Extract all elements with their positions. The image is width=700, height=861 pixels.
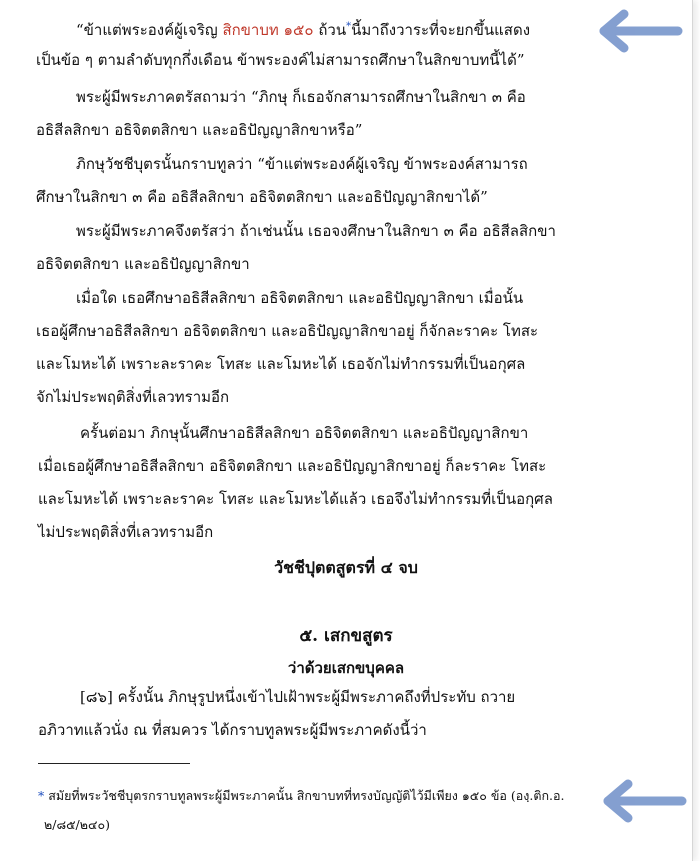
text-line [36,322,538,340]
text-line [38,721,427,739]
footnote-line [38,788,564,804]
text-line [80,424,528,442]
text-line [36,121,362,139]
text-segment: เธอผู้ศึกษาอธิสีลสิกขา อธิจิตตสิกขา และอธิปัญญาสิกขาอยู่ ก็จักละราคะ โทสะ [36,322,539,340]
left-arrow-icon [594,8,684,54]
footnote-line [44,817,110,833]
footnote-marker: * [38,788,45,803]
text-segment: เมื่อเธอผู้ศึกษาอธิสีลสิกขา อธิจิตตสิกขา และอธิปัญญาสิกขาอยู่ ก็ละราคะ โทสะ [38,457,547,475]
text-line [36,188,488,206]
text-line [36,388,229,406]
text-segment: ไม่ประพฤติสิ่งที่เลวทรามอีก [38,523,214,541]
left-arrow-icon [598,778,688,824]
text-line [80,688,515,706]
text-line [38,457,546,475]
section-title: ๕. เสกขสูตร [299,626,393,646]
text-line [76,88,526,106]
text-line [38,523,213,541]
footnote-text: สมัยที่พระวัชชีบุตรกราบทูลพระผู้มีพระภาคนั้น สิกขาบทที่ทรงบัญญัติไว้มีเพียง ๑๕๐ ข้อ (องฺ.ติก.อ. [44,788,565,803]
text-line [76,18,530,39]
text-line [76,155,528,173]
text-segment: เป็นข้อ ๆ ตามลำดับทุกกึ่งเดือน ข้าพระองค์ไม่สามารถศึกษาในสิกขาบทนี้ได้” [36,51,525,69]
text-segment: พระผู้มีพระภาคตรัสถามว่า “ภิกษุ ก็เธอจักสามารถศึกษาในสิกขา ๓ คือ [76,88,526,106]
text-segment: “ข้าแต่พระองค์ผู้เจริญ [76,21,223,39]
text-segment: ภิกษุวัชชีบุตรนั้นกราบทูลว่า “ข้าแต่พระองค์ผู้เจริญ ข้าพระองค์สามารถ [76,155,528,173]
footnote-marker[interactable]: * [346,21,352,32]
text-segment: พระผู้มีพระภาคจึงตรัสว่า ถ้าเช่นนั้น เธอจงศึกษาในสิกขา ๓ คือ อธิสีลสิกขา [76,222,556,240]
text-line [36,51,525,69]
footnote-text: ๒/๘๕/๒๔๐) [44,817,110,832]
text-segment: ศึกษาในสิกขา ๓ คือ อธิสีลสิกขา อธิจิตตสิกขา และอธิปัญญาสิกขาได้” [36,188,488,206]
text-segment: และโมหะได้ เพราะละราคะ โทสะ และโมหะได้แล้ว เธอจึงไม่ทำกรรมที่เป็นอกุศล [38,490,553,508]
text-segment: อธิจิตตสิกขา และอธิปัญญาสิกขา [36,255,250,273]
text-segment: ถ้วน [313,21,347,39]
highlighted-precept-count: สิกขาบท ๑๕๐ [222,21,314,39]
text-line [76,222,556,240]
text-line [36,355,525,373]
text-segment: ครั้นต่อมา ภิกษุนั้นศึกษาอธิสีลสิกขา อธิจิตตสิกขา และอธิปัญญาสิกขา [80,424,529,442]
text-segment: และโมหะได้ เพราะละราคะ โทสะ และโมหะได้ เธอจักไม่ทำกรรมที่เป็นอกุศล [36,355,526,373]
sutta-end-heading: วัชชีปุตตสูตรที่ ๔ จบ [274,558,418,577]
text-line [38,490,553,508]
text-segment: อภิวาทแล้วนั่ง ณ ที่สมควร ได้กราบทูลพระผู้มีพระภาคดังนี้ว่า [38,721,427,739]
text-line [36,255,250,273]
text-segment: เมื่อใด เธอศึกษาอธิสีลสิกขา อธิจิตตสิกขา และอธิปัญญาสิกขา เมื่อนั้น [76,289,524,307]
footnote-divider [38,763,190,764]
text-segment: อธิสีลสิกขา อธิจิตตสิกขา และอธิปัญญาสิกขาหรือ” [36,121,363,139]
text-segment: นี้มาถึงวาระที่จะยกขึ้นแสดง [351,21,531,39]
section-subtitle: ว่าด้วยเสกขบุคคล [287,659,405,677]
text-line [76,289,523,307]
text-segment: จักไม่ประพฤติสิ่งที่เลวทรามอีก [36,388,230,406]
text-segment: [๘๖] ครั้งนั้น ภิกษุรูปหนึ่งเข้าไปเฝ้าพระผู้มีพระภาคถึงที่ประทับ ถวาย [80,688,516,706]
